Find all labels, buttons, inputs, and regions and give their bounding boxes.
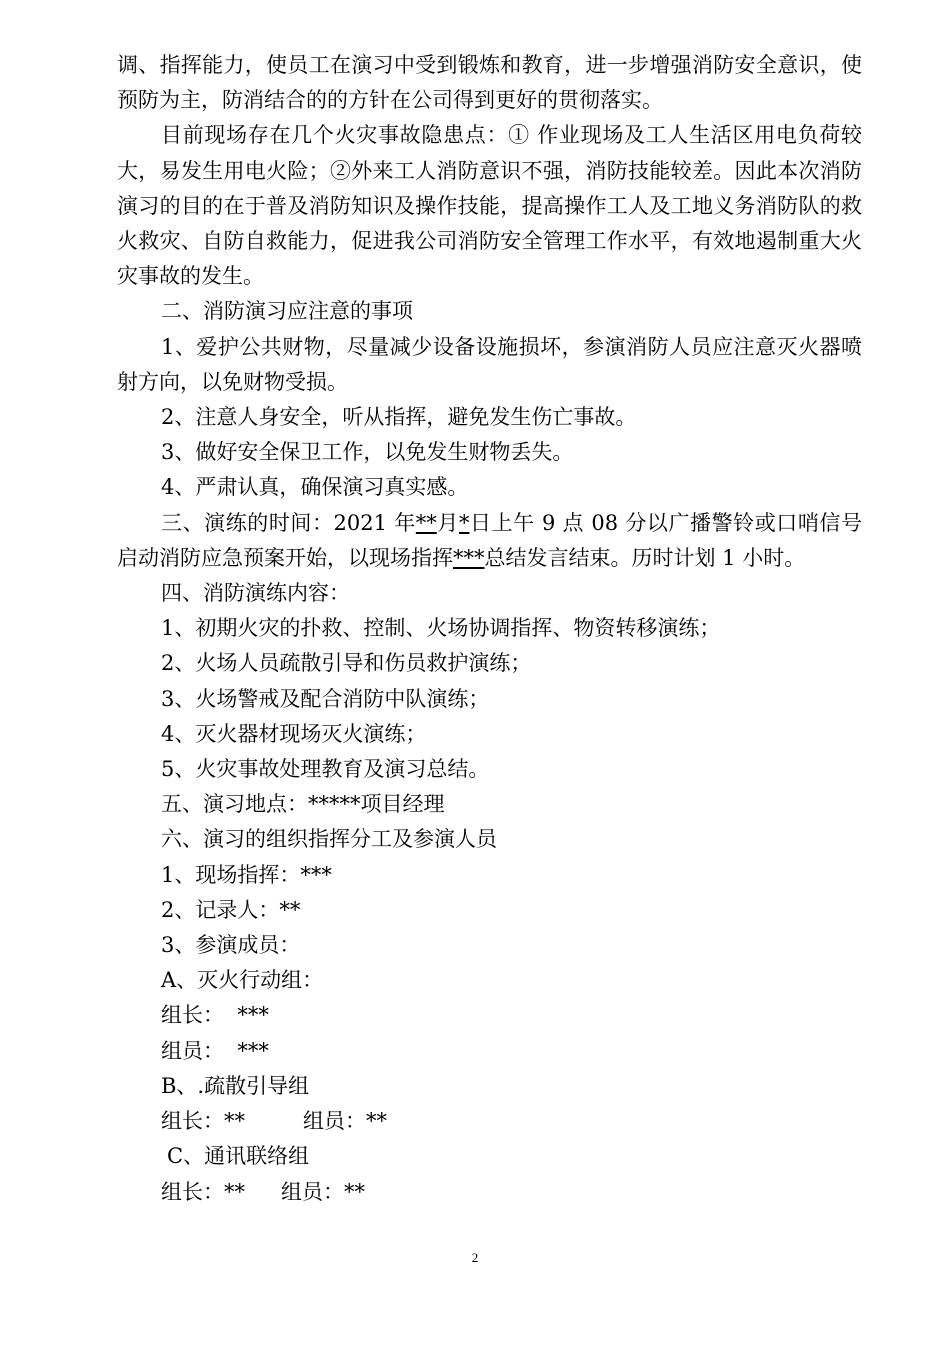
- section-heading-precautions: 二、消防演习应注意的事项: [161, 299, 413, 324]
- precaution-item-4: 4、严肃认真，确保演习真实感。: [161, 475, 469, 500]
- drill-time-text-2: 月: [436, 510, 459, 535]
- section-location: 五、演习地点：*****项目经理: [161, 792, 445, 817]
- drill-day-mask: *: [458, 510, 470, 535]
- group-b-roles: [117, 1104, 862, 1139]
- precaution-item-3: 3、做好安全保卫工作，以免发生财物丢失。: [161, 440, 574, 465]
- org-commander: 1、现场指挥：***: [161, 862, 332, 887]
- precaution-item-2: 2、注意人身安全，听从指挥，避免发生伤亡事故。: [161, 405, 637, 430]
- section-drill-time: [117, 506, 862, 576]
- group-c-roles: [117, 1175, 862, 1210]
- content-item-5: 5、火灾事故处理教育及演习总结。: [161, 757, 490, 782]
- drill-month-mask: **: [415, 510, 437, 535]
- content-item-2: 2、火场人员疏散引导和伤员救护演练；: [161, 651, 532, 676]
- group-a-member: 组员： ***: [161, 1038, 269, 1063]
- page-number: 2: [471, 1250, 479, 1265]
- group-b-member: 组员：**: [303, 1109, 387, 1134]
- group-b-title: B、.疏散引导组: [161, 1073, 310, 1098]
- org-members-heading: 3、参演成员：: [161, 933, 301, 958]
- group-b-leader: 组长：**: [161, 1109, 245, 1134]
- section-heading-content: 四、消防演练内容：: [161, 581, 350, 606]
- drill-time-text-3: 日上午 9 点 08 分以广播警铃或口哨信号启动消防应急预案开始，以现场指挥: [117, 510, 862, 570]
- paragraph-hazards: 目前现场存在几个火灾事故隐患点：① 作业现场及工人生活区用电负荷较大，易发生用电火险；②外来工人消防意识不强，消防技能较差。因此本次消防演习的目的在于普及消防知识及操作技能，提高操作工人及工地义务消防队的救火救灾、自防自救能力，促进我公司消防安全管理工作水平，有效地遏制重大火灾事故的发生。: [117, 123, 862, 289]
- document-body: [117, 48, 862, 1210]
- drill-commander-mask: ***: [453, 545, 485, 570]
- group-c-member: 组员：**: [281, 1179, 365, 1204]
- drill-time-text-4: 总结发言结束。历时计划 1 小时。: [484, 545, 806, 570]
- paragraph-purpose-end: 调、指挥能力，使员工在演习中受到锻炼和教育，进一步增强消防安全意识，使预防为主，防消结合的的方针在公司得到更好的贯彻落实。: [117, 53, 862, 113]
- drill-time-text-1: 三、演练的时间：2021 年: [161, 510, 416, 535]
- content-item-1: 1、初期火灾的扑救、控制、火场协调指挥、物资转移演练；: [161, 616, 721, 641]
- group-c-leader: 组长：**: [161, 1179, 245, 1204]
- group-c-title: C、通讯联络组: [167, 1144, 310, 1169]
- content-item-3: 3、火场警戒及配合消防中队演练；: [161, 686, 490, 711]
- group-a-title: A、灭火行动组：: [161, 968, 324, 993]
- org-recorder: 2、记录人：**: [161, 897, 301, 922]
- content-item-4: 4、灭火器材现场灭火演练；: [161, 721, 427, 746]
- group-a-leader: 组长： ***: [161, 1003, 269, 1028]
- precaution-item-1: 1、爱护公共财物，尽量减少设备设施损坏，参演消防人员应注意灭火器喷射方向，以免财物受损。: [117, 334, 862, 394]
- section-heading-organization: 六、演习的组织指挥分工及参演人员: [161, 827, 497, 852]
